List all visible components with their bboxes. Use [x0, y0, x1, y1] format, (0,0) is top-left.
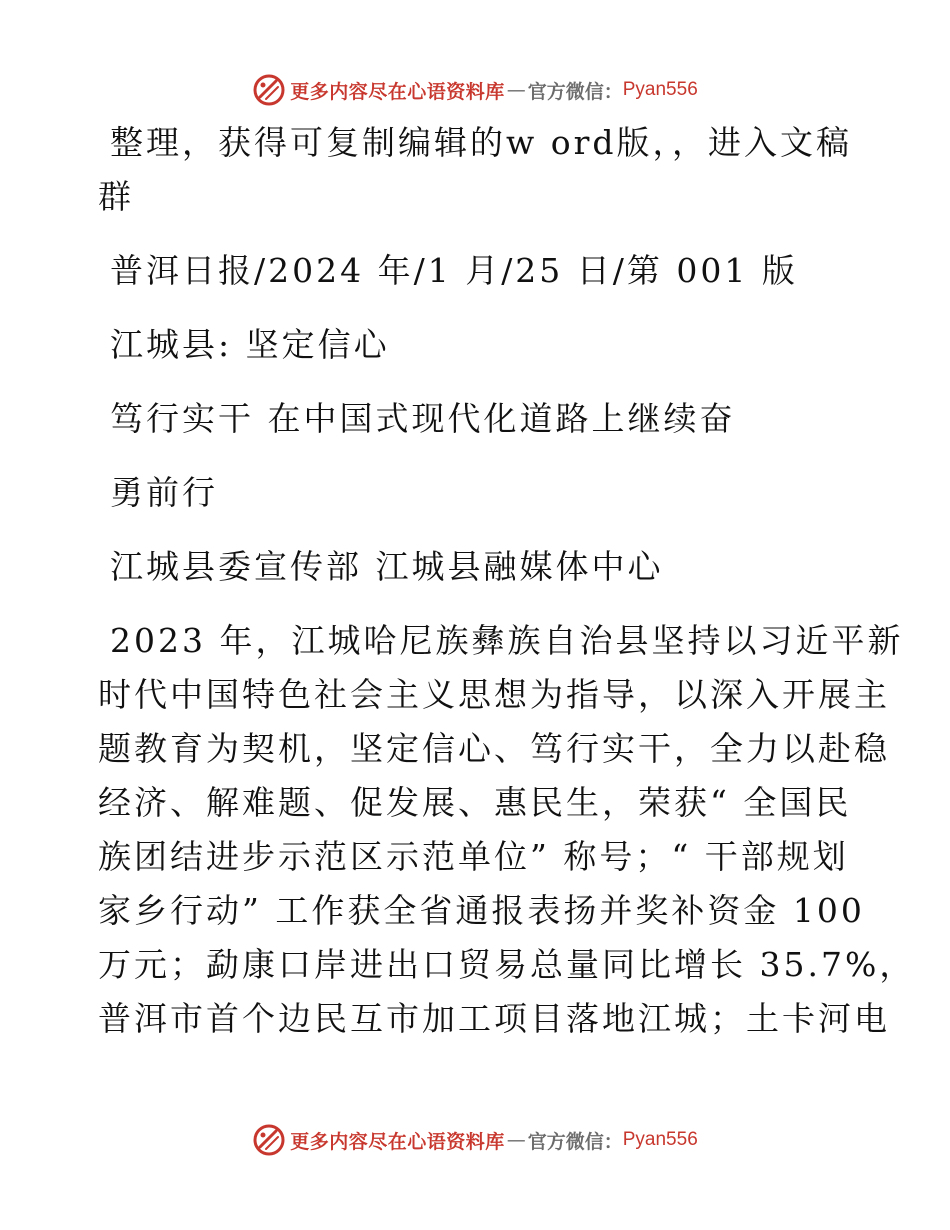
paragraph-line: 题教育为契机，坚定信心、笃行实干，全力以赴稳: [98, 729, 890, 768]
logo-seal-icon: [252, 73, 286, 107]
watermark-separator: —: [506, 79, 526, 101]
text-line: 群: [98, 177, 134, 216]
publication-line: 普洱日报/2024 年/1 月/25 日/第 001 版: [110, 251, 798, 290]
paragraph-line: 2023 年，江城哈尼族彝族自治县坚持以习近平新: [110, 621, 904, 660]
headline-line: 笃行实干 在中国式现代化道路上继续奋: [110, 399, 736, 438]
document-body: [98, 116, 916, 1046]
paragraph-line: 时代中国特色社会主义思想为指导，以深入开展主: [98, 675, 890, 714]
watermark-text: 更多内容尽在心语资料库: [290, 80, 505, 103]
watermark-id: Pyan556: [622, 79, 698, 100]
watermark-label: 官方微信：: [527, 1130, 623, 1153]
logo-seal-icon: [252, 1123, 286, 1157]
paragraph-line: 族团结进步示范区示范单位” 称号；“ 干部规划: [98, 837, 849, 876]
text-line: 整理，获得可复制编辑的w ord版，，进入文稿: [110, 123, 853, 162]
header-watermark: [0, 70, 950, 110]
watermark-separator: —: [506, 1129, 526, 1151]
byline: 江城县委宣传部 江城县融媒体中心: [110, 547, 664, 586]
paragraph-line: 万元；勐康口岸进出口贸易总量同比增长 35.7%，: [98, 945, 916, 984]
headline-line: 江城县: 坚定信心: [110, 325, 390, 364]
headline-line: 勇前行: [110, 473, 218, 512]
paragraph-line: 经济、解难题、促发展、惠民生，荣获“ 全国民: [98, 783, 852, 822]
paragraph-line: 普洱市首个边民互市加工项目落地江城；土卡河电: [98, 999, 890, 1038]
paragraph-line: 家乡行动” 工作获全省通报表扬并奖补资金 100: [98, 891, 865, 930]
watermark-text: 更多内容尽在心语资料库: [290, 1130, 505, 1153]
watermark-id: Pyan556: [622, 1129, 698, 1150]
footer-watermark: [0, 1120, 950, 1160]
watermark-label: 官方微信：: [527, 80, 623, 103]
